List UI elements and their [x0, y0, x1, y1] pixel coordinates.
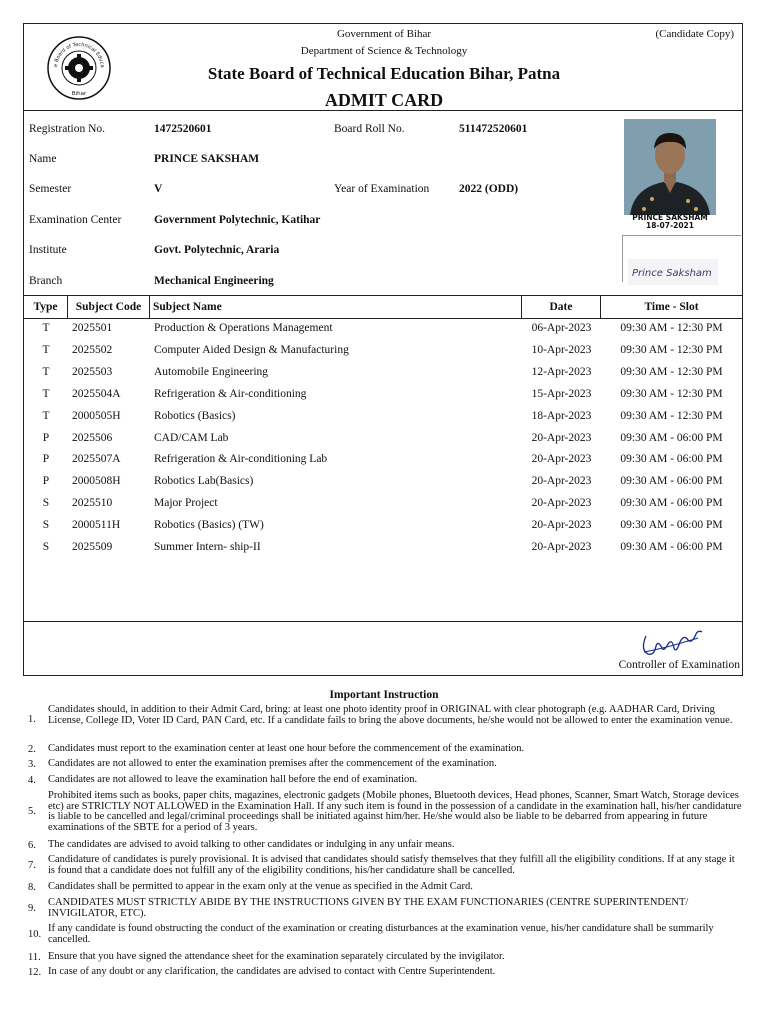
branch-label: Branch — [29, 275, 63, 287]
department-line: Department of Science & Technology — [300, 45, 468, 57]
cell-time-slot: 09:30 AM - 12:30 PM — [620, 343, 723, 356]
branch-value: Mechanical Engineering — [154, 275, 274, 287]
cell-subject-name: Major Project — [154, 497, 218, 510]
instruction-item — [28, 705, 740, 735]
cell-subject-name: Computer Aided Design & Manufacturing — [154, 343, 349, 356]
cell-date: 06-Apr-2023 — [531, 322, 592, 334]
instruction-number: 7. — [28, 859, 36, 871]
cell-subject-code: 2025504A — [72, 387, 121, 400]
cell-time-slot: 09:30 AM - 06:00 PM — [620, 431, 723, 444]
cell-subject-code: 2025502 — [72, 343, 113, 356]
cell-date: 20-Apr-2023 — [531, 541, 592, 553]
instruction-number: 6. — [28, 839, 36, 851]
admit-card-header — [23, 23, 743, 111]
cell-time-slot: 09:30 AM - 06:00 PM — [620, 497, 723, 510]
cell-date: 18-Apr-2023 — [531, 409, 592, 422]
table-row — [24, 366, 742, 386]
semester-value: V — [154, 183, 163, 195]
instruction-item — [28, 952, 740, 964]
candidate-signature-image — [628, 259, 718, 285]
instruction-item — [28, 791, 740, 833]
instruction-number: 5. — [28, 805, 36, 817]
cell-subject-name: Robotics (Basics) (TW) — [154, 519, 264, 532]
center-label: Examination Center — [29, 214, 122, 226]
cell-subject-name: Robotics (Basics) — [154, 409, 236, 422]
institute-value: Govt. Polytechnic, Araria — [154, 244, 280, 256]
header-time-slot: Time - Slot — [644, 301, 699, 313]
roll-label: Board Roll No. — [334, 123, 405, 135]
header-type: Type — [24, 296, 68, 318]
instruction-number: 9. — [28, 902, 36, 914]
cell-type: S — [42, 519, 50, 532]
candidate-signature — [628, 259, 718, 285]
cell-type: P — [42, 431, 50, 444]
instruction-item — [28, 924, 740, 946]
header-divider — [24, 318, 742, 319]
instruction-number: 10. — [28, 928, 42, 940]
photo-caption — [620, 214, 720, 230]
year-label: Year of Examination — [334, 183, 430, 195]
cell-time-slot: 09:30 AM - 12:30 PM — [620, 409, 723, 422]
instruction-item — [28, 775, 740, 787]
controller-signature — [636, 626, 706, 658]
table-row — [24, 541, 742, 561]
instruction-number: 4. — [28, 774, 36, 786]
subjects-table — [23, 295, 743, 622]
cell-type: S — [42, 497, 50, 510]
instruction-item — [28, 967, 740, 979]
logo-subtext: Bihar — [71, 91, 87, 97]
instruction-item — [28, 840, 740, 852]
cell-time-slot: 09:30 AM - 06:00 PM — [620, 519, 723, 532]
cell-type: P — [42, 475, 50, 488]
cell-time-slot: 09:30 AM - 12:30 PM — [620, 365, 723, 378]
cell-type: T — [42, 387, 50, 400]
instruction-number: 1. — [28, 713, 36, 725]
cell-date: 15-Apr-2023 — [531, 387, 592, 400]
candidate-info — [23, 110, 743, 296]
name-label: Name — [29, 153, 57, 165]
instruction-item — [28, 855, 740, 877]
cell-subject-name: Robotics Lab(Basics) — [154, 475, 254, 488]
cell-subject-code: 2025507A — [72, 453, 121, 466]
header-subject-code: Subject Code — [68, 296, 150, 318]
cell-date: 20-Apr-2023 — [531, 497, 592, 510]
instruction-number: 11. — [28, 951, 41, 963]
table-row — [24, 475, 742, 495]
instruction-text: If any candidate is found obstructing the conduct of the examination or creating disturbances at the examination venue, his/her candidature shall be summarily cancelled. — [48, 923, 714, 945]
cell-subject-code: 2025506 — [72, 431, 113, 444]
cell-date: 10-Apr-2023 — [531, 343, 592, 356]
cell-subject-code: 2025503 — [72, 365, 113, 378]
copy-type: (Candidate Copy) — [655, 28, 734, 40]
cell-date: 20-Apr-2023 — [531, 519, 592, 532]
cell-date: 12-Apr-2023 — [531, 365, 592, 378]
registration-value: 1472520601 — [154, 123, 212, 135]
semester-label: Semester — [29, 183, 72, 195]
instruction-text: Candidates must report to the examination center at least one hour before the commencement of the examination. — [48, 743, 525, 754]
institute-label: Institute — [29, 244, 67, 256]
photo-caption-date: 18-07-2021 — [646, 221, 694, 230]
instruction-text: Ensure that you have signed the attendance sheet for the examination separately circulated by the invigilator. — [48, 951, 505, 962]
table-row — [24, 432, 742, 452]
instruction-item — [28, 759, 740, 771]
instruction-text: CANDIDATES MUST STRICTLY ABIDE BY THE INSTRUCTIONS GIVEN BY THE EXAM FUNCTIONARIES (CENTRE SUPERINTENDENT/ INVIGILATOR, ETC). — [48, 897, 689, 919]
cell-subject-name: Summer Intern- ship-II — [154, 541, 261, 553]
cell-subject-code: 2000511H — [72, 519, 121, 532]
cell-subject-name: Production & Operations Management — [154, 322, 333, 334]
instructions-title: Important Instruction — [329, 689, 439, 701]
cell-time-slot: 09:30 AM - 06:00 PM — [620, 475, 723, 488]
table-row — [24, 453, 742, 473]
cell-type: T — [42, 322, 50, 334]
instruction-item — [28, 898, 740, 920]
card-title: ADMIT CARD — [324, 90, 444, 110]
table-row — [24, 388, 742, 408]
board-name: State Board of Technical Education Bihar, Patna — [207, 64, 561, 83]
roll-value: 511472520601 — [459, 123, 528, 135]
cell-subject-code: 2025509 — [72, 541, 113, 553]
year-value: 2022 (ODD) — [459, 183, 519, 195]
instruction-number: 3. — [28, 758, 36, 770]
table-row — [24, 322, 742, 342]
cell-subject-code: 2000505H — [72, 409, 121, 422]
instruction-number: 2. — [28, 743, 36, 755]
cell-time-slot: 09:30 AM - 06:00 PM — [620, 453, 723, 466]
instruction-text: Candidature of candidates is purely provisional. It is advised that candidates should satisfy themselves that they fulfill all the eligibility conditions. If at any stage it is found that a candidate does not fulfill any of the eligibility conditions, his/her candidature shall be cancelled. — [48, 854, 735, 876]
cell-type: P — [42, 453, 50, 466]
instruction-item — [28, 744, 740, 756]
instruction-text: Candidates shall be permitted to appear in the exam only at the venue as specified in the Admit Card. — [48, 881, 473, 892]
table-row — [24, 344, 742, 364]
cell-date: 20-Apr-2023 — [531, 431, 592, 444]
photo-caption-name: PRINCE SAKSHAM — [632, 213, 708, 222]
instruction-text: In case of any doubt or any clarification, the candidates are advised to contact with Centre Superintendent. — [48, 966, 496, 977]
controller-area — [23, 621, 743, 676]
instruction-text: Prohibited items such as books, paper chits, magazines, electronic gadgets (Mobile phones, Bluetooth devices, Head phones, Scanner, Smart Watch, Storage devices etc) are STRICTLY NOT ALLOWED in the Examination Hall. If any such item is found in the possession of a candidate in the examination hall, his/her candidature is liable to be cancelled and legal/criminal proceedings shall be initiated against him/her. He/she would also be liable to be debarred from appearing in future examinations of the SBTE for a period of 3 years. — [48, 790, 742, 833]
cell-subject-code: 2000508H — [72, 475, 121, 488]
cell-subject-name: Refrigeration & Air-conditioning Lab — [154, 453, 328, 466]
government-line: Government of Bihar — [336, 28, 432, 40]
registration-label: Registration No. — [29, 123, 106, 135]
instruction-number: 8. — [28, 881, 36, 893]
logo-text: e Board of Technical Educa — [52, 41, 106, 68]
table-row — [24, 497, 742, 517]
cell-date: 20-Apr-2023 — [531, 475, 592, 488]
center-value: Government Polytechnic, Katihar — [154, 214, 321, 226]
instruction-text: The candidates are advised to avoid talking to other candidates or indulging in any unfair means. — [48, 839, 455, 850]
cell-time-slot: 09:30 AM - 12:30 PM — [620, 387, 723, 400]
instruction-item — [28, 882, 740, 894]
controller-label: Controller of Examination — [618, 659, 740, 671]
header-date: Date — [522, 296, 601, 318]
cell-subject-code: 2025501 — [72, 322, 113, 334]
cell-date: 20-Apr-2023 — [531, 453, 592, 466]
cell-subject-code: 2025510 — [72, 497, 113, 510]
cell-subject-name: Refrigeration & Air-conditioning — [154, 387, 307, 400]
svg-text:Prince Saksham: Prince Saksham — [632, 268, 712, 279]
instruction-text: Candidates are not allowed to leave the examination hall before the end of examination. — [48, 774, 418, 785]
table-row — [24, 410, 742, 430]
candidate-photo — [624, 119, 716, 215]
cell-type: T — [42, 409, 50, 422]
cell-type: T — [42, 365, 50, 378]
cell-type: S — [42, 541, 50, 553]
name-value: PRINCE SAKSHAM — [154, 153, 260, 165]
header-subject-name: Subject Name — [150, 296, 522, 318]
cell-type: T — [42, 343, 50, 356]
cell-subject-name: CAD/CAM Lab — [154, 431, 229, 444]
cell-time-slot: 09:30 AM - 12:30 PM — [620, 322, 723, 334]
instruction-number: 12. — [28, 966, 42, 978]
table-row — [24, 519, 742, 539]
cell-time-slot: 09:30 AM - 06:00 PM — [620, 541, 723, 553]
cell-subject-name: Automobile Engineering — [154, 365, 269, 378]
instruction-text: Candidates should, in addition to their Admit Card, bring: at least one photo identity proof in ORIGINAL with clear photograph (e.g. AADHAR Card, Driving License, College ID, Voter ID Card, PAN Card, etc. If a candidate fails to bring the above documents, he/she would not be allowed to enter the examination venue. — [48, 704, 733, 726]
instruction-text: Candidates are not allowed to enter the examination premises after the commencement of the examination. — [48, 758, 497, 769]
